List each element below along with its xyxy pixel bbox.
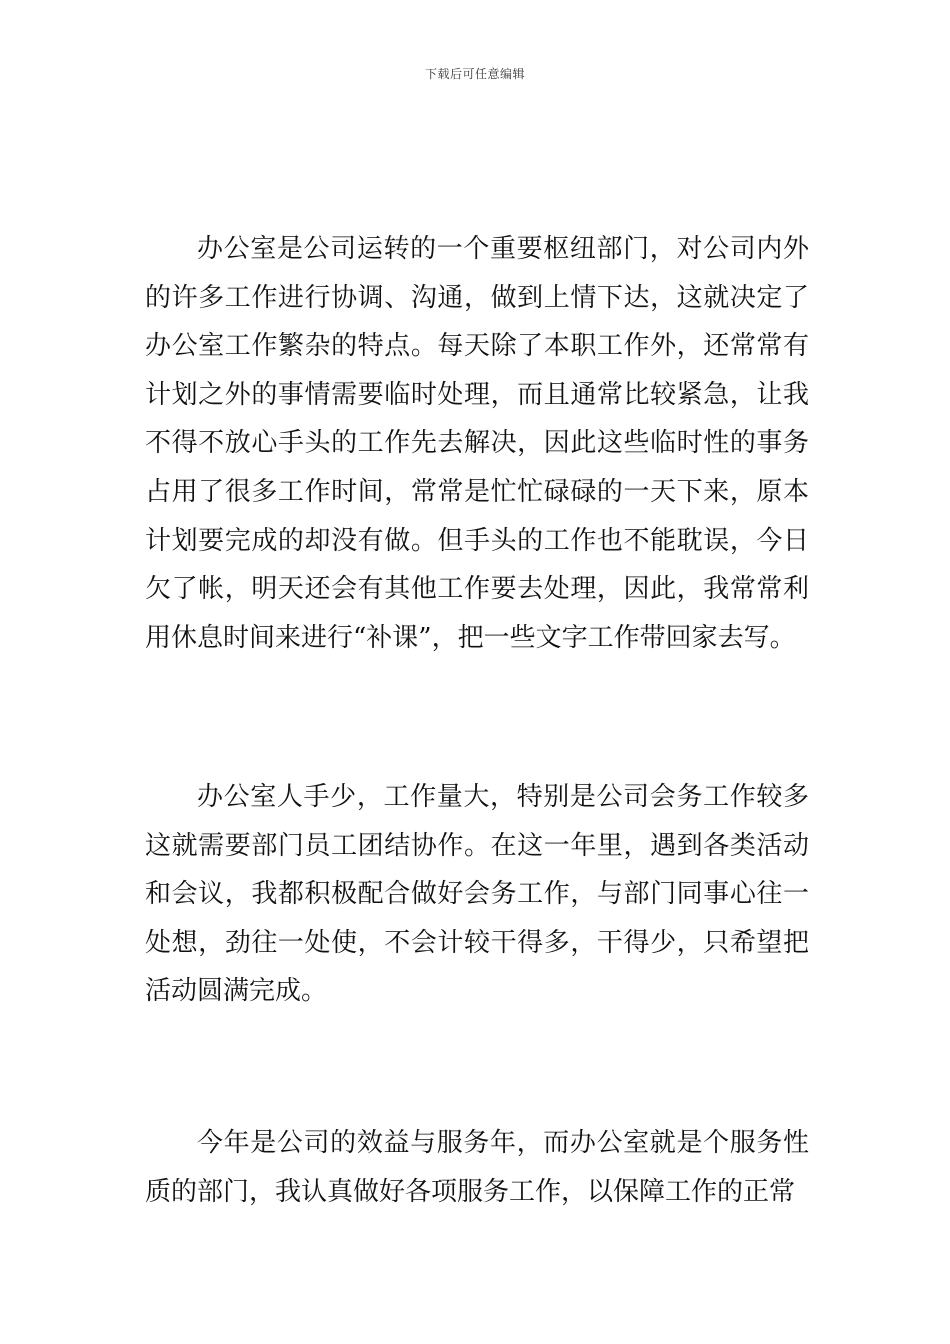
page-header: 下载后可任意编辑: [424, 67, 525, 81]
paragraph-teamwork: 办公室人手少，工作量大，特别是公司会务工作较多这就需要部门员工团结协作。在这一年里，遇到各类活动和会议，我都积极配合做好会务工作，与部门同事心往一处想，劲往一处使，不会计较干得多，干得少，只希望把活动圆满完成。: [145, 782, 809, 1007]
paragraph-service-year: 今年是公司的效益与服务年，而办公室就是个服务性质的部门，我认真做好各项服务工作，以保障工作的正常: [145, 1128, 809, 1207]
paragraph-office-hub: 办公室是公司运转的一个重要枢纽部门，对公司内外的许多工作进行协调、沟通，做到上情下达，这就决定了办公室工作繁杂的特点。每天除了本职工作外，还常常有计划之外的事情需要临时处理，而且通常比较紧急，让我不得不放心手头的工作先去解决，因此这些临时性的事务占用了很多工作时间，常常是忙忙碌碌的一天下来，原本计划要完成的却没有做。但手头的工作也不能耽误，今日欠了帐，明天还会有其他工作要去处理，因此，我常常利用休息时间来进行“补课”，把一些文字工作带回家去写。: [145, 234, 809, 653]
